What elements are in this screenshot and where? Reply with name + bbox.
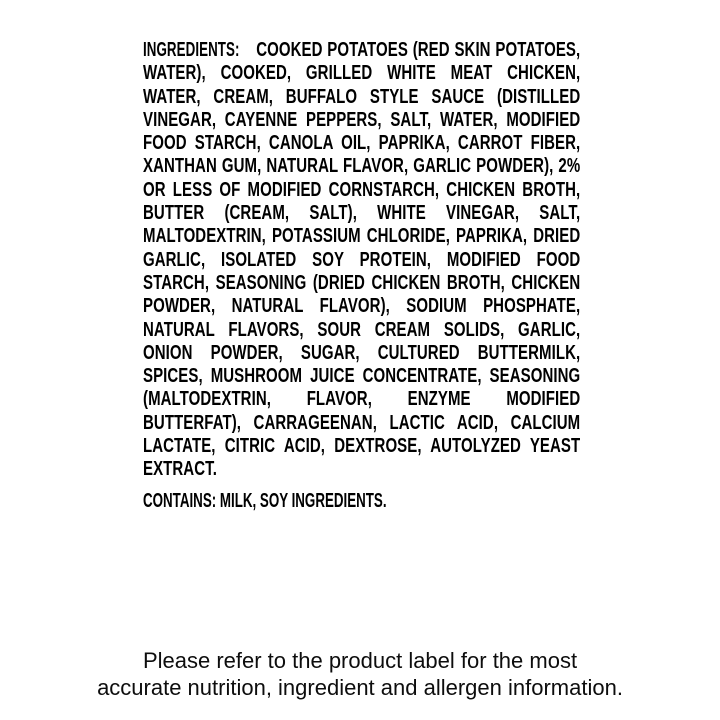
- ingredient-label-panel: [143, 39, 580, 513]
- ingredients-paragraph: [143, 39, 580, 482]
- contains-allergen-statement: CONTAINS: MILK, SOY INGREDIENTS.: [143, 489, 387, 512]
- ingredients-list-text: COOKED POTATOES (RED SKIN POTATOES, WATER), COOKED, GRILLED WHITE MEAT CHICKEN, WATER, CREAM, BUFFALO STYLE SAUCE (DISTILLED VINEGAR, CAYENNE PEPPERS, SALT, WATER, MODIFIED FOOD STARCH, CANOLA OIL, PAPRIKA, CARROT FIBER, XANTHAN GUM, NATURAL FLAVOR, GARLIC POWDER), 2% OR LESS OF MODIFIED CORNSTARCH, CHICKEN BROTH, BUTTER (CREAM, SALT), WHITE VINEGAR, SALT, MALTODEXTRIN, POTASSIUM CHLORIDE, PAPRIKA, DRIED GARLIC, ISOLATED SOY PROTEIN, MODIFIED FOOD STARCH, SEASONING (DRIED CHICKEN BROTH, CHICKEN POWDER, NATURAL FLAVOR), SODIUM PHOSPHATE, NATURAL FLAVORS, SOUR CREAM SOLIDS, GARLIC, ONION POWDER, SUGAR, CULTURED BUTTERMILK, SPICES, MUSHROOM JUICE CONCENTRATE, SEASONING (MALTODEXTRIN, FLAVOR, ENZYME MODIFIED BUTTERFAT), CARRAGEENAN, LACTIC ACID, CALCIUM LACTATE, CITRIC ACID, DEXTROSE, AUTOLYZED YEAST EXTRACT.: [143, 39, 581, 481]
- disclaimer-line-1: Please refer to the product label for the most: [142, 648, 578, 673]
- ingredients-heading: INGREDIENTS:: [143, 39, 240, 61]
- disclaimer-line-2: accurate nutrition, ingredient and allergen information.: [97, 674, 623, 700]
- disclaimer-text: [0, 648, 720, 701]
